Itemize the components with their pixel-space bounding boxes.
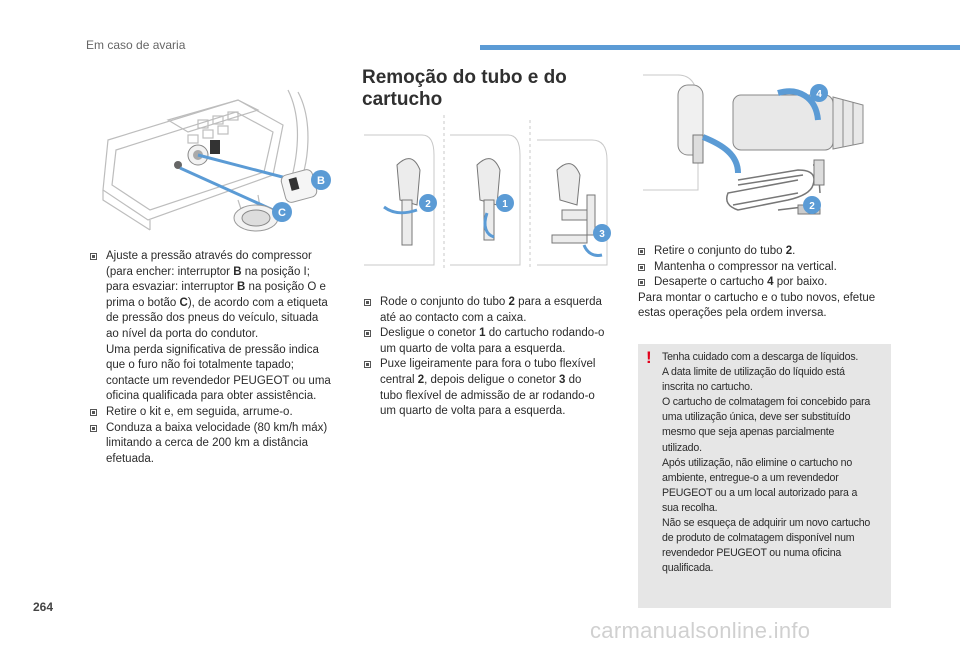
- checkbox-bullet-icon: [364, 361, 371, 368]
- checkbox-bullet-icon: [90, 425, 97, 432]
- callout-1: 1: [502, 199, 508, 210]
- list-item: Ajuste a pressão através do compressor (para encher: interruptor B na posição I; para esvaziar: interruptor B na posição O e prima o botão C), de acordo com a etiqueta de pressão dos pneus do veículo, situada ao nível da porta do condutor. Uma perda significativa de pressão indica que o furo não foi totalmente tapado; contacte um revendedor PEUGEOT ou uma oficina qualificada para obter assistência.: [90, 249, 345, 405]
- checkbox-bullet-icon: [90, 409, 97, 416]
- list-item: Conduza a baixa velocidade (80 km/h máx) limitando a cerca de 200 km a distância efetuada.: [90, 421, 345, 468]
- checkbox-bullet-icon: [638, 279, 645, 286]
- instructions-column-3: [638, 244, 888, 322]
- list-item: Retire o kit e, em seguida, arrume-o.: [90, 405, 345, 421]
- cartridge-illustration: [638, 65, 888, 240]
- instructions-column-2: [364, 295, 622, 420]
- page-number: 264: [33, 600, 54, 614]
- checkbox-bullet-icon: [638, 248, 645, 255]
- reassembly-note: Para montar o cartucho e o tubo novos, efetue estas operações pela ordem inversa.: [638, 291, 876, 320]
- callout-2b: 2: [809, 201, 815, 212]
- list-item: Mantenha o compressor na vertical.: [638, 260, 888, 276]
- callout-3: 3: [599, 229, 605, 240]
- list-item: Desaperte o cartucho 4 por baixo.: [638, 275, 888, 291]
- warning-icon: !: [646, 348, 652, 367]
- list-item: Rode o conjunto do tubo 2 para a esquerda até ao contacto com a caixa.: [364, 295, 622, 326]
- warning-text: Tenha cuidado com a descarga de líquidos. A data limite de utilização do líquido está inscrita no cartucho. O cartucho de colmatagem foi concebido para uma utilização única, deve ser substituído mesmo que seja apenas parcialmente utilizado. Após utilização, não elimine o cartucho no ambiente, entregue-o a um revendedor PEUGEOT ou a um local autorizado para a sua recolha. Não se esqueça de adquirir um novo cartucho de produto de colmatagem disponível num revendedor PEUGEOT ou numa oficina qualificada.: [662, 351, 871, 575]
- callout-b: B: [317, 175, 325, 187]
- callout-c: C: [278, 207, 286, 219]
- watermark: carmanualsonline.info: [590, 618, 811, 643]
- header-accent-bar: [480, 45, 960, 50]
- compressor-illustration: [88, 80, 348, 240]
- checkbox-bullet-icon: [90, 253, 97, 260]
- list-item: Retire o conjunto do tubo 2.: [638, 244, 888, 260]
- checkbox-bullet-icon: [364, 330, 371, 337]
- checkbox-bullet-icon: [638, 264, 645, 271]
- list-item: Desligue o conetor 1 do cartucho rodando-o um quarto de volta para a esquerda.: [364, 326, 622, 357]
- warning-box: [638, 344, 891, 608]
- instructions-column-1: [90, 249, 345, 467]
- list-item: Puxe ligeiramente para fora o tubo flexível central 2, depois deligue o conetor 3 do tubo flexível de admissão de ar rodando-o um quarto de volta para a esquerda.: [364, 357, 622, 419]
- callout-2: 2: [425, 199, 431, 210]
- callout-4: 4: [816, 89, 822, 100]
- section-title: Em caso de avaria: [86, 38, 186, 52]
- section-heading: Remoção do tubo e do cartucho: [362, 67, 567, 110]
- hose-removal-illustration: [362, 115, 624, 275]
- checkbox-bullet-icon: [364, 299, 371, 306]
